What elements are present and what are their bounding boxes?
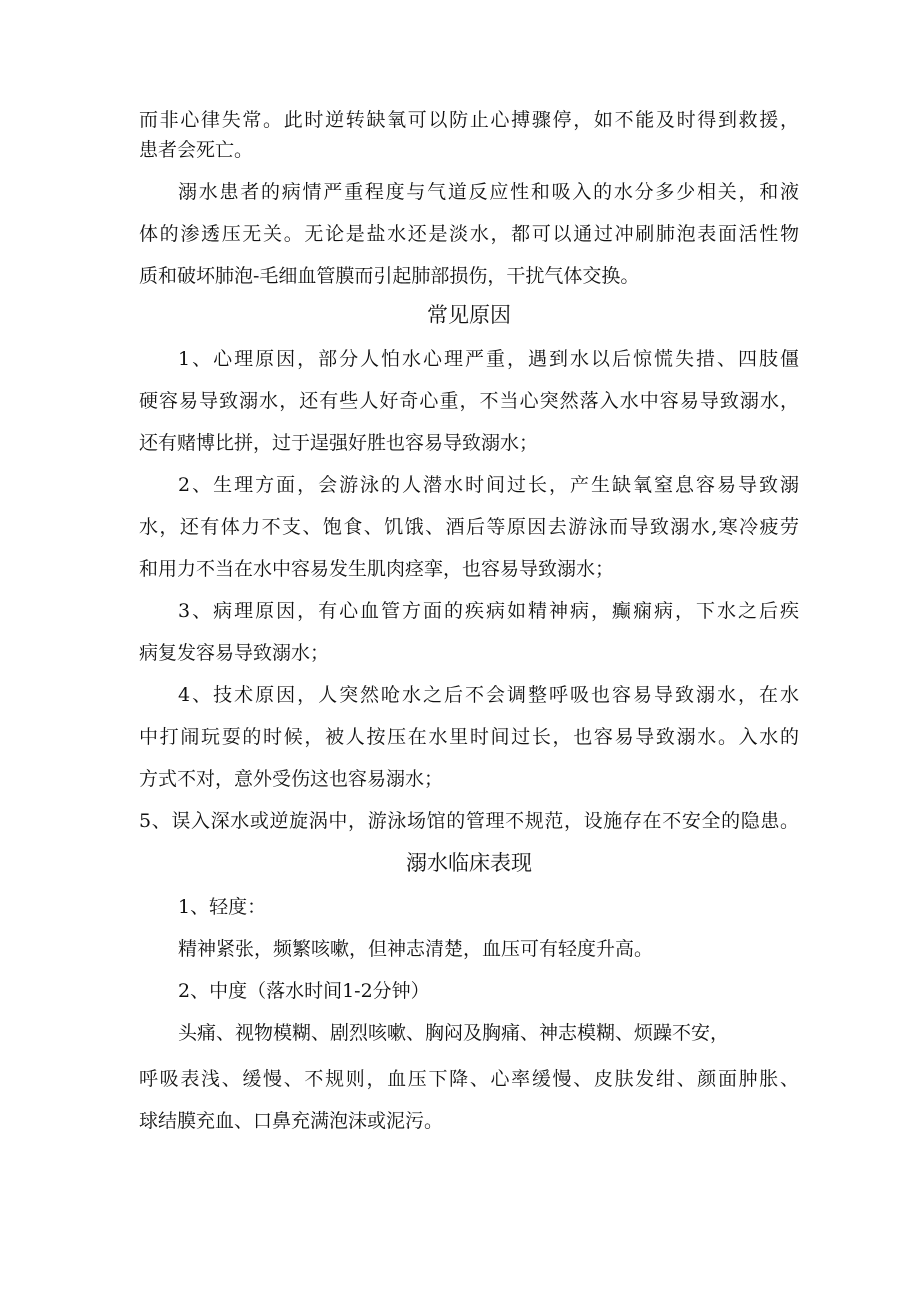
clinical-moderate-label: 2、中度（落水时间1-2分钟） xyxy=(178,980,430,1002)
cause-4-line3: 方式不对，意外受伤这也容易溺水； xyxy=(139,768,444,790)
cause-2-line1: 2、生理方面，会游泳的人潜水时间过长，产生缺氧窒息容易导致溺 xyxy=(178,474,799,496)
clinical-moderate-line1: 头痛、视物模糊、剧烈咳嗽、胸闷及胸痛、神志模糊、烦躁不安， xyxy=(178,1022,730,1044)
cause-4-line1: 4、技术原因，人突然呛水之后不会调整呼吸也容易导致溺水，在水 xyxy=(178,684,799,706)
cause-4-line2: 中打闹玩耍的时候，被人按压在水里时间过长，也容易导致溺水。入水的 xyxy=(139,726,799,748)
cause-3-line1: 3、病理原因，有心血管方面的疾病如精神病，癫痫病，下水之后疾 xyxy=(178,600,799,622)
clinical-mild-desc: 精神紧张，频繁咳嗽，但神志清楚，血压可有轻度升高。 xyxy=(178,938,654,960)
cause-2-line2: 水，还有体力不支、饱食、饥饿、酒后等原因去游泳而导致溺水,寒冷疲劳 xyxy=(139,516,799,538)
cause-1-line2: 硬容易导致溺水，还有些人好奇心重，不当心突然落入水中容易导致溺水， xyxy=(139,390,799,412)
section-heading-clinical: 溺水临床表现 xyxy=(406,851,532,875)
clinical-moderate-line2: 呼吸表浅、缓慢、不规则，血压下降、心率缓慢、皮肤发绀、颜面肿胀、 xyxy=(139,1068,799,1090)
intro-p1-line1: 而非心律失常。此时逆转缺氧可以防止心搏骤停，如不能及时得到救援， xyxy=(139,109,799,131)
cause-2-line3: 和用力不当在水中容易发生肌肉痉挛，也容易导致溺水； xyxy=(139,558,615,580)
cause-1-line3: 还有赌博比拼，过于逞强好胜也容易导致溺水； xyxy=(139,432,539,454)
section-heading-causes: 常见原因 xyxy=(427,303,511,327)
cause-3-line2: 病复发容易导致溺水； xyxy=(139,642,330,664)
clinical-moderate-line3: 球结膜充血、口鼻充满泡沫或泥污。 xyxy=(139,1110,444,1132)
intro-p1-line2: 患者会死亡。 xyxy=(139,139,254,161)
cause-5-line1: 5、误入深水或逆旋涡中，游泳场馆的管理不规范，设施存在不安全的隐患。 xyxy=(139,810,799,832)
cause-1-line1: 1、心理原因，部分人怕水心理严重，遇到水以后惊慌失措、四肢僵 xyxy=(178,348,799,370)
intro-p2-line2: 体的渗透压无关。无论是盐水还是淡水，都可以通过冲刷肺泡表面活性物 xyxy=(139,223,799,245)
intro-p2-line3: 质和破坏肺泡-毛细血管膜而引起肺部损伤，干扰气体交换。 xyxy=(139,265,640,287)
clinical-mild-label: 1、轻度： xyxy=(178,896,267,918)
intro-p2-line1: 溺水患者的病情严重程度与气道反应性和吸入的水分多少相关，和液 xyxy=(178,181,799,203)
